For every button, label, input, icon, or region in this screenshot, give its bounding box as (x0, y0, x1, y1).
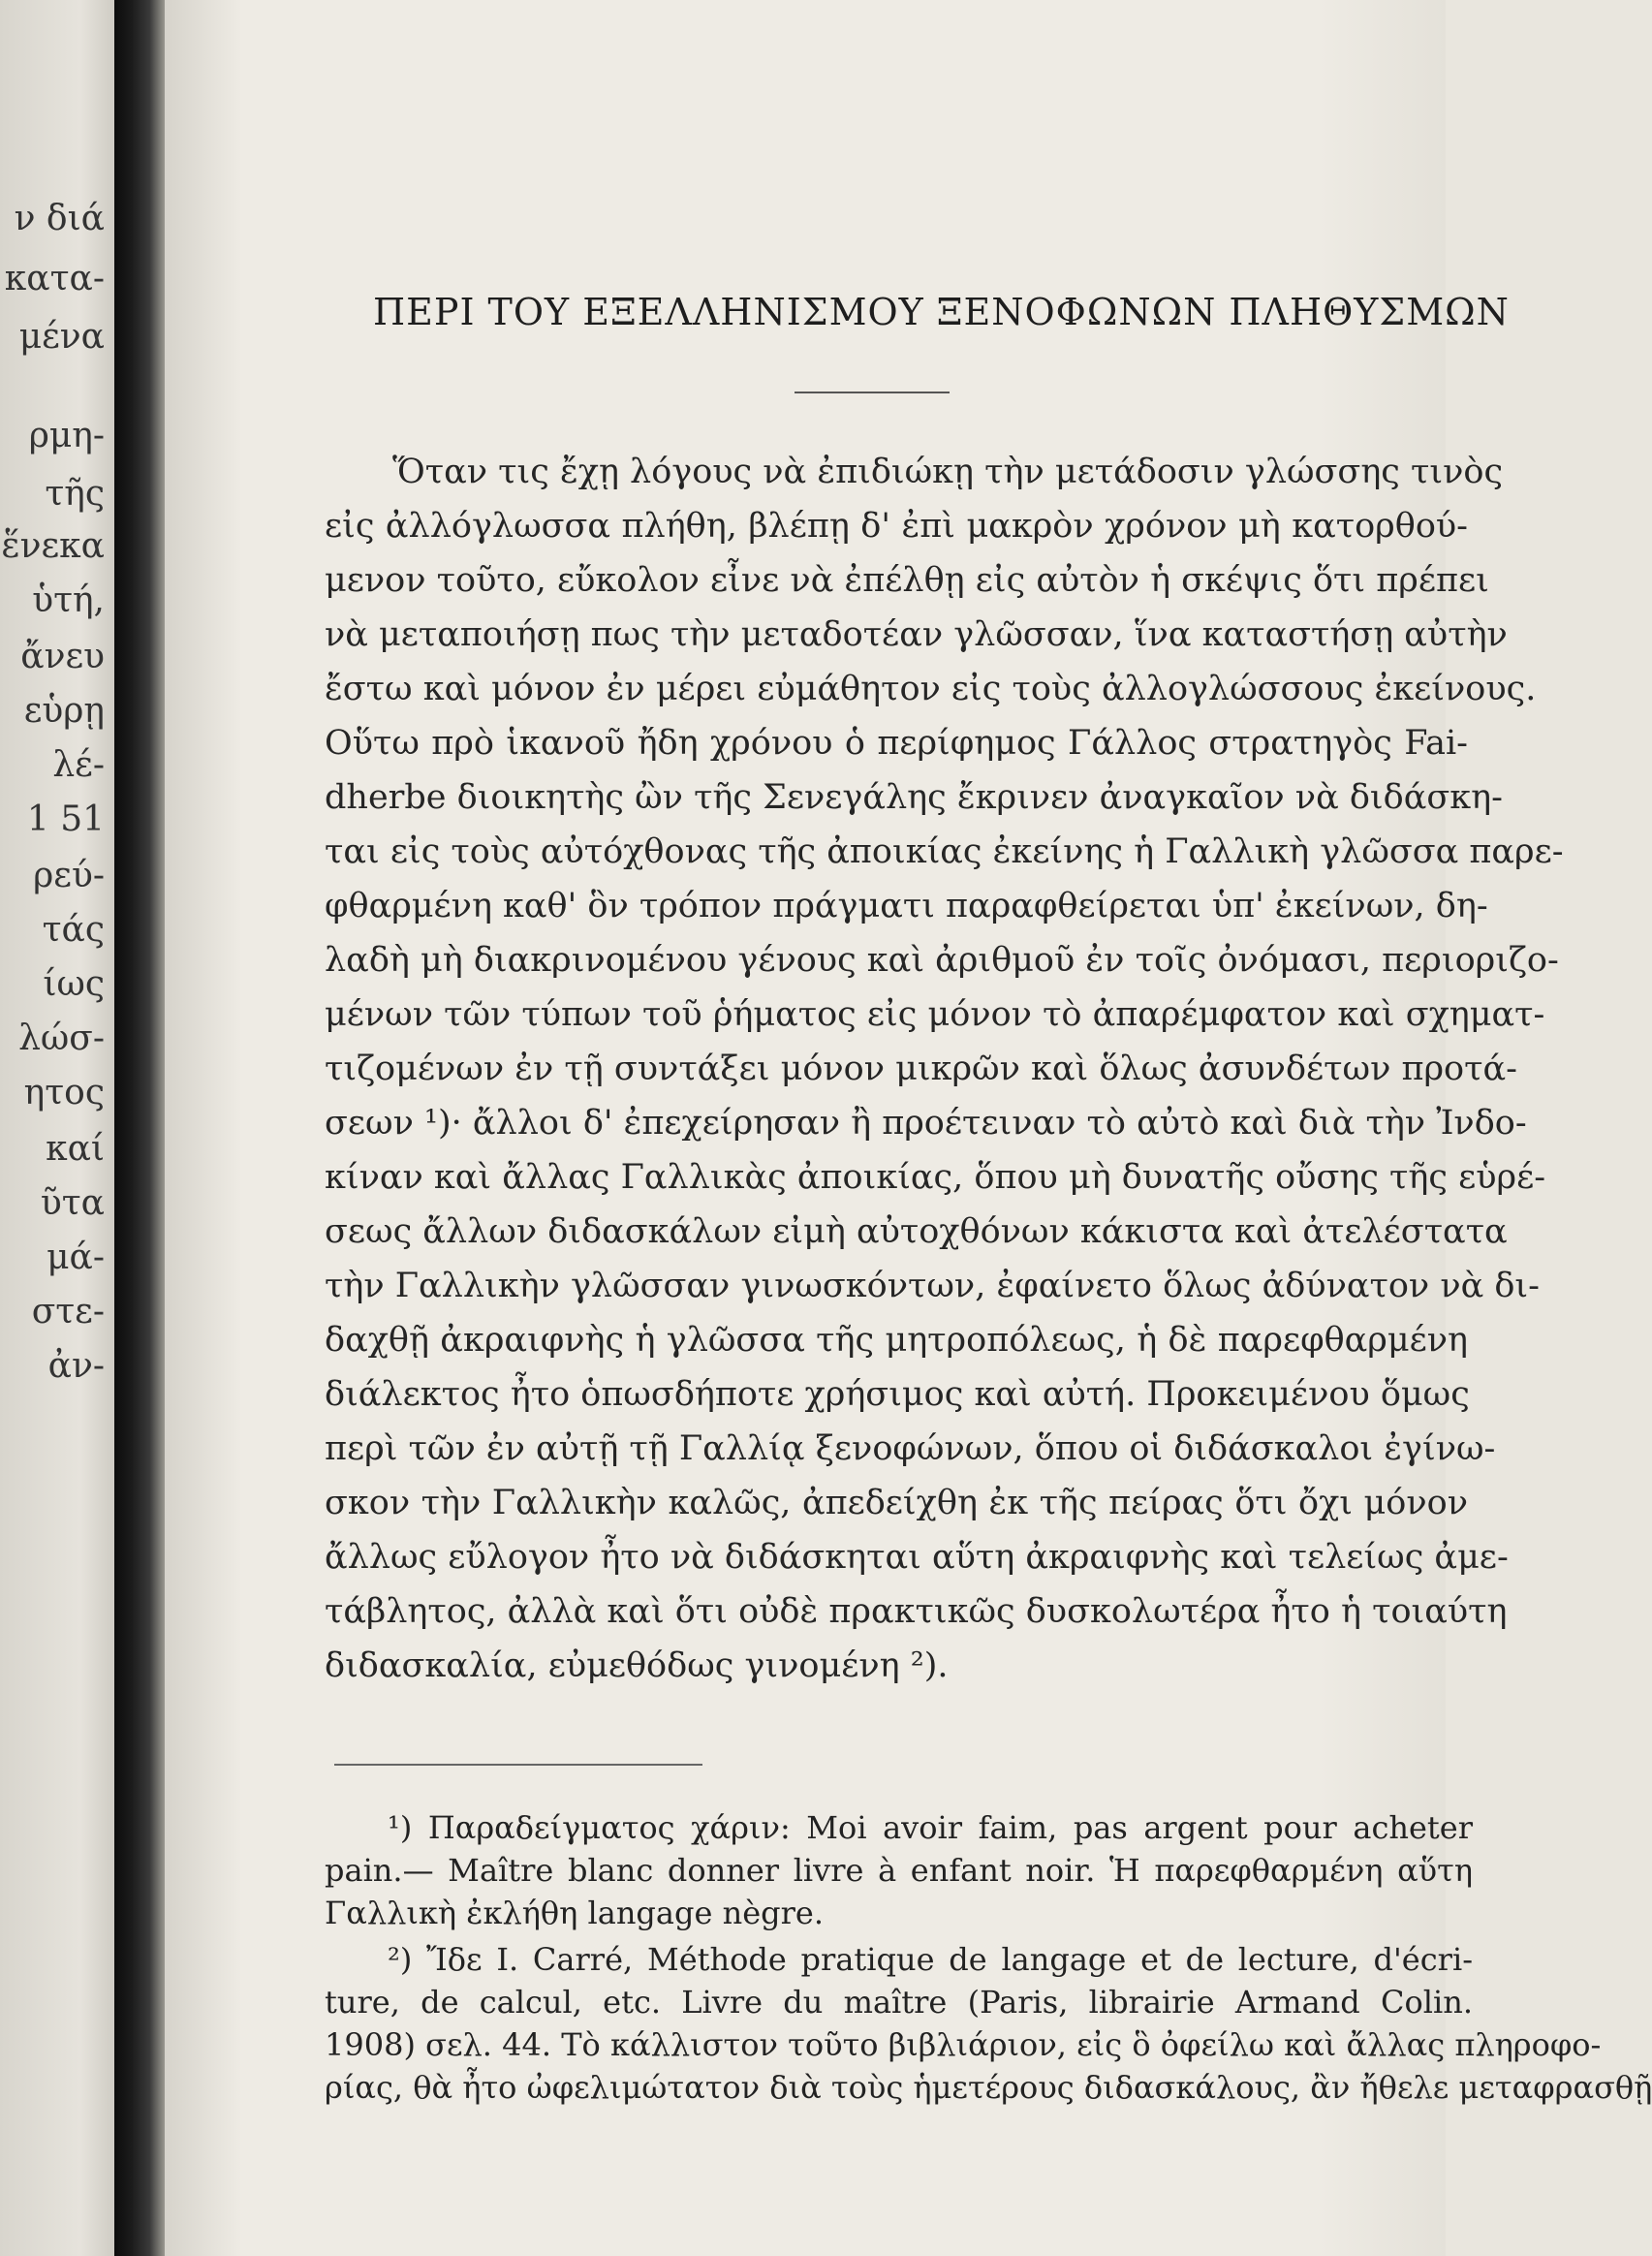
body-line: λαδὴ μὴ διακρινομένου γένους καὶ ἀριθμοῦ ἐν τοῖς ὀνόμασι, περιοριζο- (325, 941, 1559, 980)
prev-page-fragment: τάς (42, 910, 105, 950)
body-line: φθαρμένη καθ' ὃν τρόπον πράγματι παραφθείρεται ὑπ' ἐκείνων, δη- (325, 887, 1488, 925)
prev-page-fragment: ὑτή, (32, 580, 105, 620)
footnote-divider (334, 1764, 702, 1766)
body-line: dherbe διοικητὴς ὢν τῆς Σενεγάλης ἔκρινεν ἀναγκαῖον νὰ διδάσκη- (325, 778, 1503, 817)
prev-page-fragment: μά- (47, 1238, 105, 1277)
prev-page-fragment: ἕνεκα (1, 526, 105, 566)
body-line: Ὅταν τις ἔχῃ λόγους νὰ ἐπιδιώκῃ τὴν μετάδοσιν γλώσσης τινὸς (392, 453, 1504, 491)
body-line: σεων ¹)· ἄλλοι δ' ἐπεχείρησαν ἢ προέτειναν τὸ αὐτὸ καὶ διὰ τὴν Ἰνδο- (325, 1104, 1527, 1143)
body-line: περὶ τῶν ἐν αὐτῇ τῇ Γαλλίᾳ ξενοφώνων, ὅπου οἱ διδάσκαλοι ἐγίνω- (325, 1429, 1496, 1468)
body-line: Οὕτω πρὸ ἱκανοῦ ἤδη χρόνου ὁ περίφημος Γάλλος στρατηγὸς Fai- (325, 724, 1468, 763)
body-line: ἄλλως εὔλογον ἦτο νὰ διδάσκηται αὕτη ἀκραιφνὴς καὶ τελείως ἀμε- (325, 1538, 1509, 1577)
body-line: τὴν Γαλλικὴν γλῶσσαν γινωσκόντων, ἐφαίνετο ὅλως ἀδύνατον νὰ δι- (325, 1267, 1540, 1305)
prev-page-fragment: στε- (31, 1292, 105, 1332)
prev-page-fragment: μένα (18, 317, 105, 357)
body-line: μένων τῶν τύπων τοῦ ῥήματος εἰς μόνον τὸ ἀπαρέμφατον καὶ σχηματ- (325, 995, 1545, 1034)
prev-page-fragment: κατα- (4, 259, 105, 298)
prev-page-fragment: ἀν- (47, 1346, 105, 1386)
body-line: διάλεκτος ἦτο ὁπωσδήποτε χρήσιμος καὶ αὐτή. Προκειμένου ὅμως (325, 1375, 1470, 1414)
footnote-line: ²) Ἴδε I. Carré, Méthode pratique de langage et de lecture, d'écri- (388, 1941, 1473, 1978)
prev-page-fragment: ρμη- (28, 416, 105, 455)
prev-page-fragment: ρεύ- (33, 856, 105, 895)
title-divider (795, 392, 950, 393)
body-line: ται εἰς τοὺς αὐτόχθονας τῆς ἀποικίας ἐκείνης ἡ Γαλλικὴ γλῶσσα παρε- (325, 832, 1564, 871)
body-line: σεως ἄλλων διδασκάλων εἰμὴ αὐτοχθόνων κάκιστα καὶ ἀτελέστατα (325, 1212, 1508, 1251)
prev-page-fragment: λέ- (52, 745, 105, 785)
footnote-line: 1908) σελ. 44. Τὸ κάλλιστον τοῦτο βιβλιάριον, εἰς ὃ ὀφείλω καὶ ἄλλας πληροφο- (325, 2026, 1602, 2063)
prev-page-fragment: ῦτα (40, 1183, 105, 1223)
footnote-line: pain.— Maître blanc donner livre à enfant noir. Ἡ παρεφθαρμένη αὕτη (325, 1852, 1473, 1889)
body-line: δαχθῇ ἀκραιφνὴς ἡ γλῶσσα τῆς μητροπόλεως, ἡ δὲ παρεφθαρμένη (325, 1321, 1468, 1360)
prev-page-fragment: ἄνευ (20, 637, 105, 676)
body-line: νὰ μεταποιήσῃ πως τὴν μεταδοτέαν γλῶσσαν, ἵνα καταστήσῃ αὐτὴν (325, 615, 1508, 654)
previous-page-edge (0, 0, 114, 2256)
footnote-line: ρίας, θὰ ἦτο ὠφελιμώτατον διὰ τοὺς ἡμετέρους διδασκάλους, ἂν ἤθελε μεταφρασθῇ (325, 2069, 1652, 2106)
body-line: σκον τὴν Γαλλικὴν καλῶς, ἀπεδείχθη ἐκ τῆς πείρας ὅτι ὄχι μόνον (325, 1484, 1468, 1522)
prev-page-fragment: ίως (43, 964, 105, 1004)
prev-page-fragment: εὑρῃ (23, 691, 105, 731)
prev-page-fragment: λώσ- (18, 1018, 105, 1058)
body-line: μενον τοῦτο, εὔκολον εἶνε νὰ ἐπέλθῃ εἰς αὐτὸν ἡ σκέψις ὅτι πρέπει (325, 561, 1489, 600)
body-line: ἔστω καὶ μόνον ἐν μέρει εὐμάθητον εἰς τοὺς ἀλλογλώσσους ἐκείνους. (325, 670, 1537, 708)
footnote-line: ture, de calcul, etc. Livre du maître (Paris, librairie Armand Colin. (325, 1984, 1473, 2021)
body-line: διδασκαλία, εὐμεθόδως γινομένη ²). (325, 1646, 949, 1685)
body-line: τιζομένων ἐν τῇ συντάξει μόνον μικρῶν καὶ ὅλως ἀσυνδέτων προτά- (325, 1050, 1517, 1088)
prev-page-fragment: 1 51 (26, 799, 105, 839)
prev-page-fragment: τῆς (45, 474, 105, 514)
prev-page-fragment: ν διά (14, 199, 105, 238)
prev-page-fragment: καί (46, 1129, 105, 1169)
chapter-title: ΠΕΡΙ ΤΟΥ ΕΞΕΛΛΗΝΙΣΜΟΥ ΞΕΝΟΦΩΝΩΝ ΠΛΗΘΥΣΜΩΝ (373, 291, 1510, 333)
footnote-line: Γαλλικὴ ἐκλήθη langage nègre. (325, 1895, 825, 1931)
prev-page-fragment: ητος (23, 1073, 105, 1112)
book-gutter (114, 0, 165, 2256)
footnote-line: ¹) Παραδείγματος χάριν: Moi avoir faim, pas argent pour acheter (388, 1809, 1473, 1846)
main-page (165, 0, 1652, 2256)
body-line: τάβλητος, ἀλλὰ καὶ ὅτι οὐδὲ πρακτικῶς δυσκολωτέρα ἦτο ἡ τοιαύτη (325, 1592, 1508, 1631)
body-line: κίναν καὶ ἄλλας Γαλλικὰς ἀποικίας, ὅπου μὴ δυνατῆς οὔσης τῆς εὑρέ- (325, 1158, 1546, 1197)
body-line: εἰς ἀλλόγλωσσα πλήθη, βλέπῃ δ' ἐπὶ μακρὸν χρόνον μὴ κατορθού- (325, 507, 1468, 546)
